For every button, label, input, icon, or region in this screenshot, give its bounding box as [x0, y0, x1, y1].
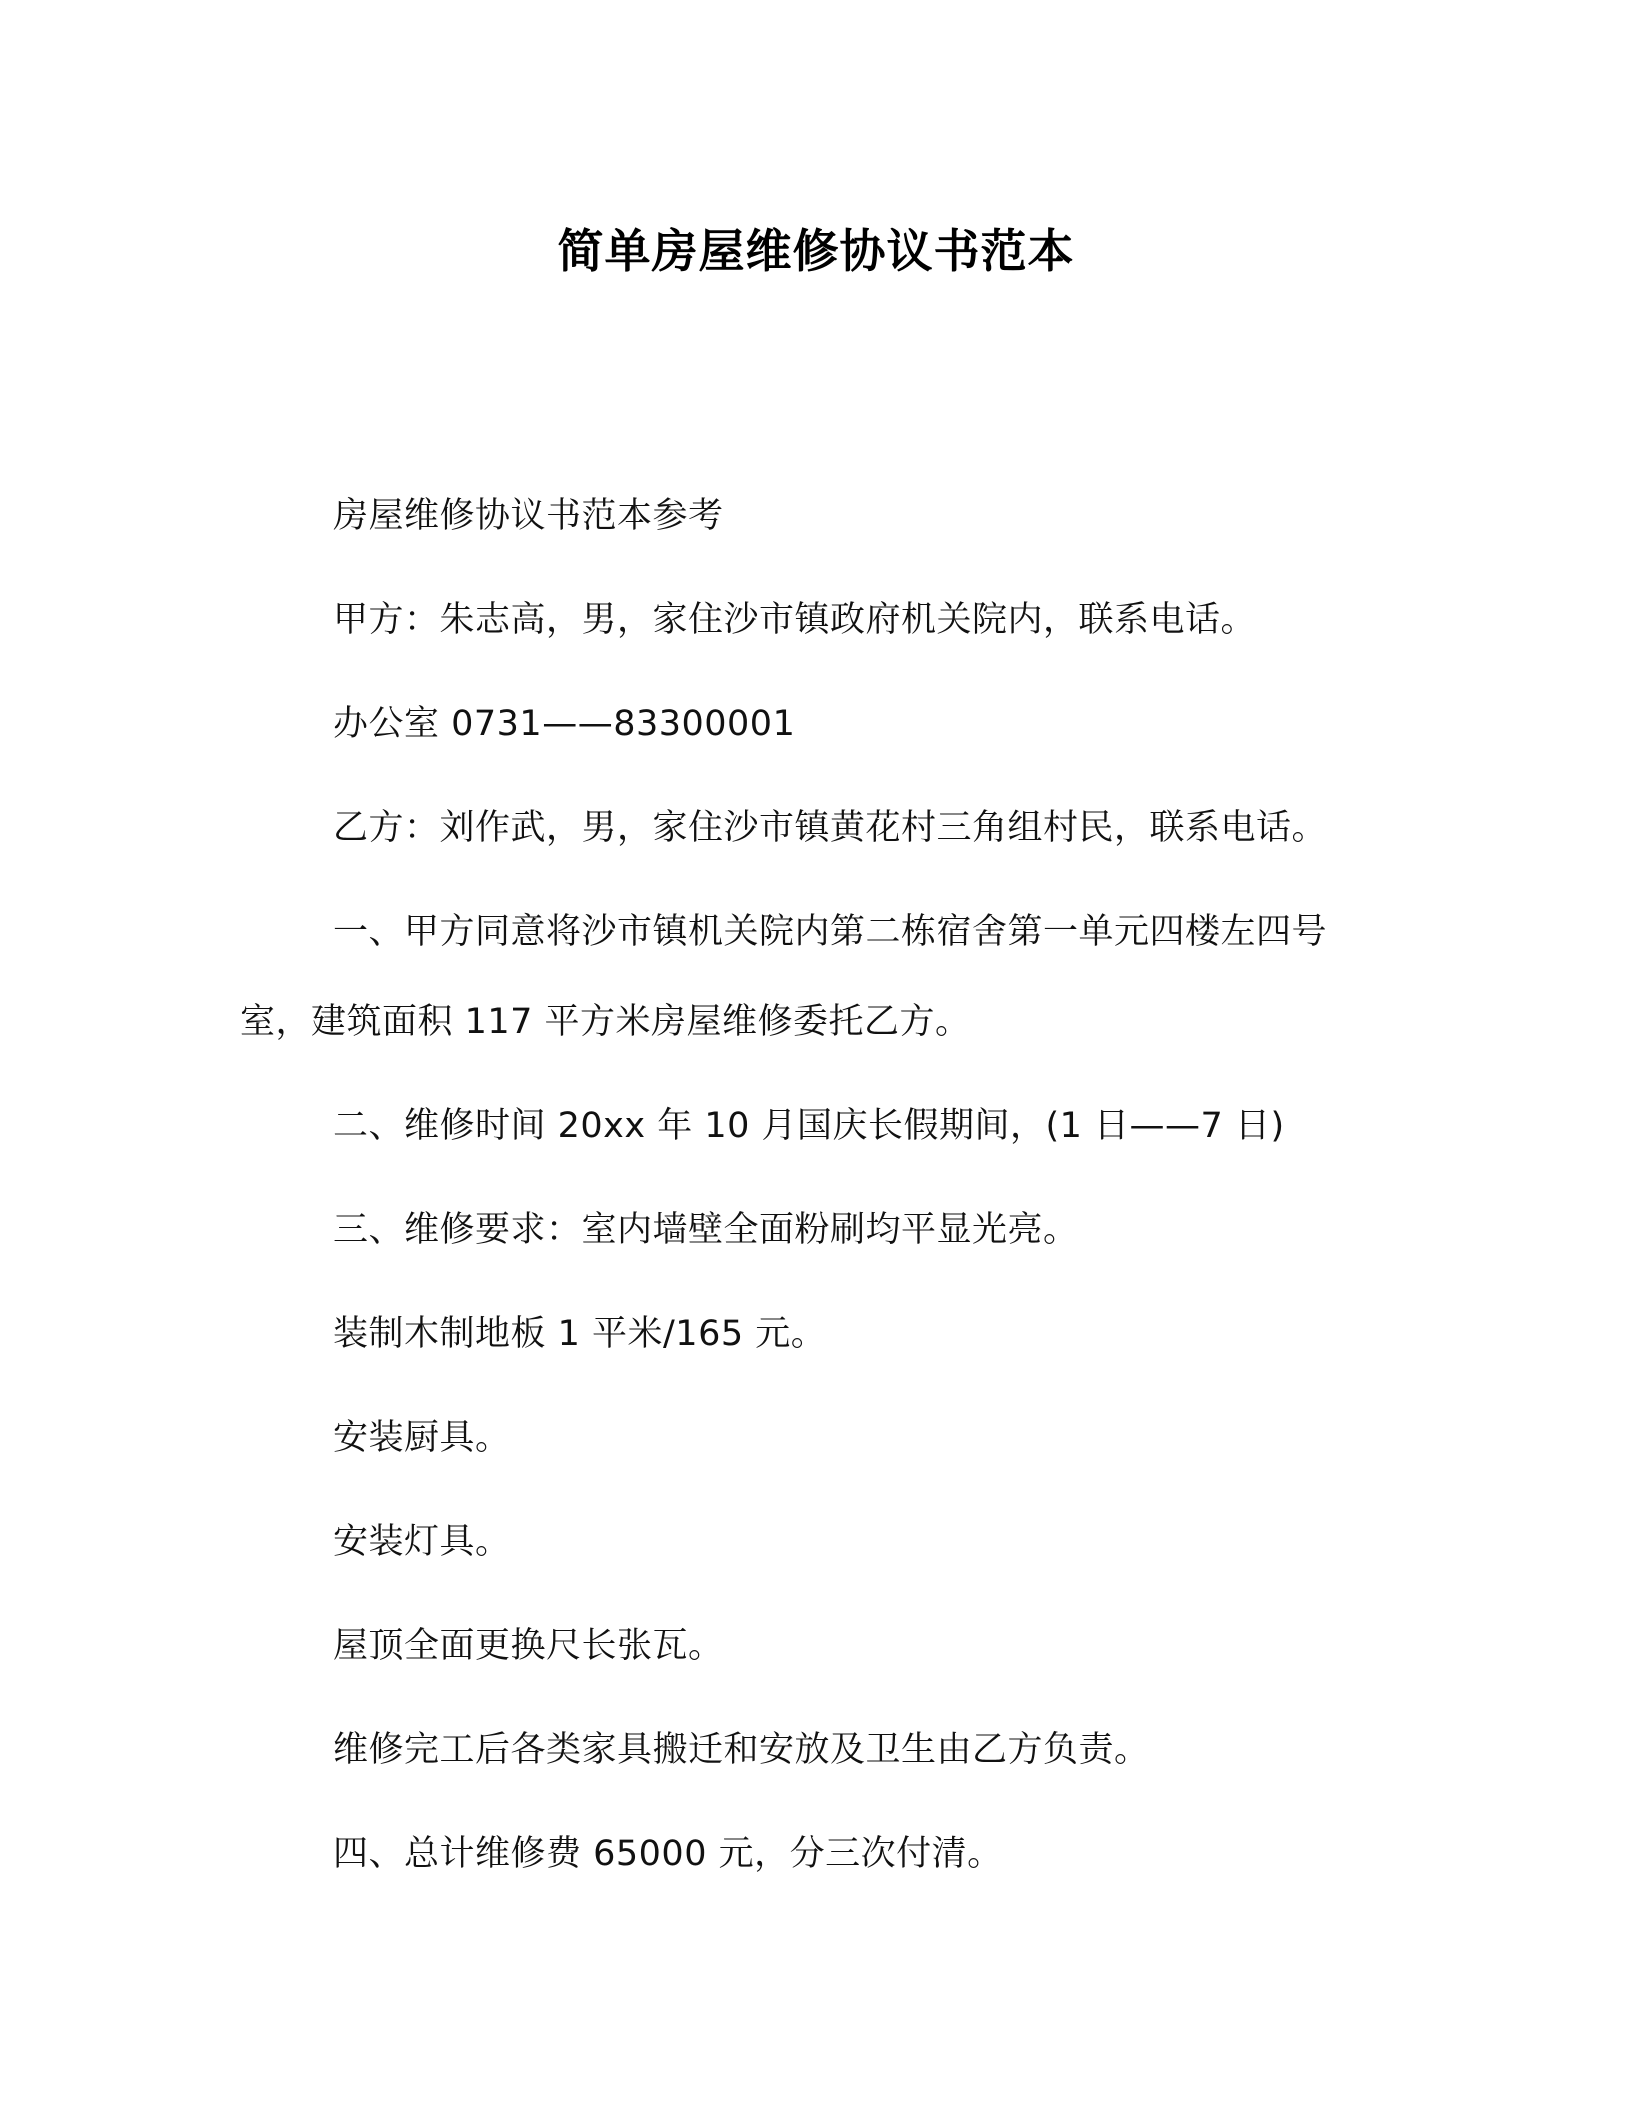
- paragraph-party-a: 甲方：朱志高，男，家住沙市镇政府机关院内，联系电话。: [333, 600, 1257, 640]
- paragraph-clause-4: 四、总计维修费 65000 元，分三次付清。: [333, 1834, 1003, 1874]
- paragraph-floor: 装制木制地板 1 平米/165 元。: [333, 1314, 827, 1354]
- paragraph-clause-2: 二、维修时间 20xx 年 10 月国庆长假期间，(1 日——7 日): [333, 1106, 1285, 1146]
- paragraph-furniture: 维修完工后各类家具搬迁和安放及卫生由乙方负责。: [333, 1730, 1150, 1770]
- paragraph-lighting: 安装灯具。: [333, 1522, 511, 1562]
- paragraph-clause-1: 一、甲方同意将沙市镇机关院内第二栋宿舍第一单元四楼左四号室，建筑面积 117 平方米房屋维修委托乙方。: [240, 912, 1328, 1042]
- document-title: 简单房屋维修协议书范本: [557, 224, 1075, 278]
- paragraph-heading: 房屋维修协议书范本参考: [333, 496, 724, 536]
- paragraph-office-phone: 办公室 0731——83300001: [333, 704, 796, 744]
- paragraph-party-b: 乙方：刘作武，男，家住沙市镇黄花村三角组村民，联系电话。: [333, 808, 1328, 848]
- paragraph-clause-3: 三、维修要求：室内墙壁全面粉刷均平显光亮。: [333, 1210, 1079, 1250]
- paragraph-roof: 屋顶全面更换尺长张瓦。: [333, 1626, 724, 1666]
- paragraph-kitchen: 安装厨具。: [333, 1418, 511, 1458]
- document-body: [240, 490, 1380, 1932]
